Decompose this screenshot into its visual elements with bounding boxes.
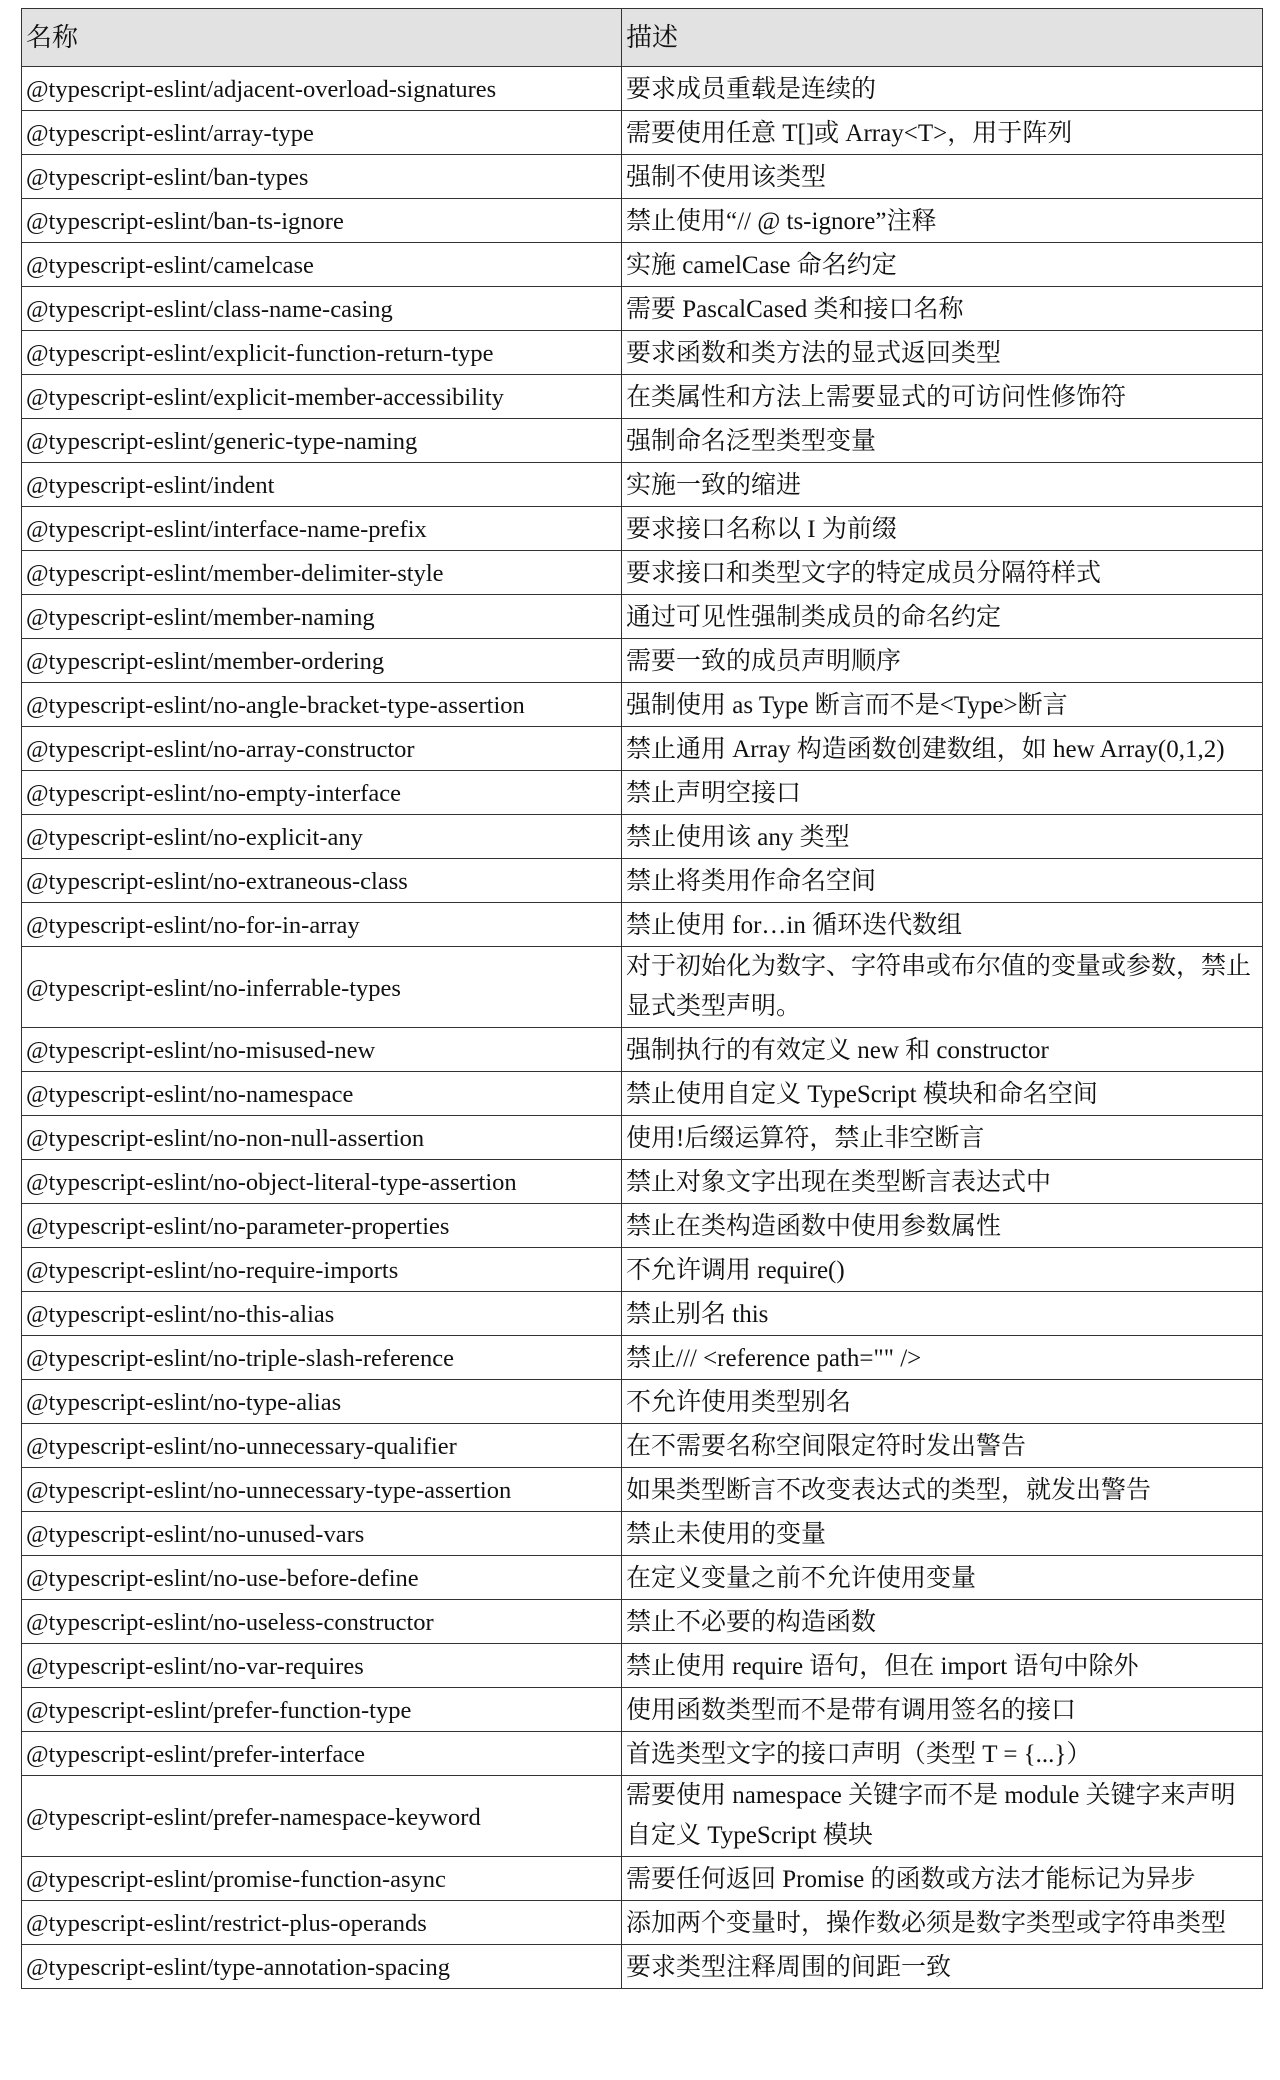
rule-description-cell: 需要一致的成员声明顺序 [622,639,1263,683]
rule-description-cell: 通过可见性强制类成员的命名约定 [622,595,1263,639]
rule-description-cell: 禁止使用 for…in 循环迭代数组 [622,903,1263,947]
rule-name-cell: @typescript-eslint/explicit-member-accessibility [22,375,622,419]
table-row [22,595,1263,639]
rule-description-cell: 禁止使用该 any 类型 [622,815,1263,859]
table-row [22,1600,1263,1644]
rule-name-cell: @typescript-eslint/no-use-before-define [22,1556,622,1600]
table-row [22,639,1263,683]
rule-description-cell: 禁止别名 this [622,1292,1263,1336]
rule-name-cell: @typescript-eslint/no-unused-vars [22,1512,622,1556]
table-row [22,771,1263,815]
rule-name-cell: @typescript-eslint/prefer-namespace-keyword [22,1776,622,1857]
table-row [22,1028,1263,1072]
rule-name-cell: @typescript-eslint/no-require-imports [22,1248,622,1292]
rule-description-cell: 不允许使用类型别名 [622,1380,1263,1424]
rule-description-cell: 使用!后缀运算符，禁止非空断言 [622,1116,1263,1160]
rule-name-cell: @typescript-eslint/prefer-interface [22,1732,622,1776]
rule-description-cell: 在定义变量之前不允许使用变量 [622,1556,1263,1600]
rule-description-cell: 实施 camelCase 命名约定 [622,243,1263,287]
rule-description-cell: 首选类型文字的接口声明（类型 T = {...}） [622,1732,1263,1776]
table-row [22,947,1263,1028]
table-row [22,1468,1263,1512]
rule-name-cell: @typescript-eslint/ban-types [22,155,622,199]
table-row [22,507,1263,551]
rule-name-cell: @typescript-eslint/member-naming [22,595,622,639]
rule-name-cell: @typescript-eslint/generic-type-naming [22,419,622,463]
table-row [22,1901,1263,1945]
rule-description-cell: 在不需要名称空间限定符时发出警告 [622,1424,1263,1468]
table-header [22,9,1263,67]
table-row [22,1248,1263,1292]
rule-description-cell: 需要 PascalCased 类和接口名称 [622,287,1263,331]
table-row [22,1072,1263,1116]
rule-name-cell: @typescript-eslint/no-angle-bracket-type-assertion [22,683,622,727]
rule-description-cell: 禁止在类构造函数中使用参数属性 [622,1204,1263,1248]
rule-description-cell: 禁止使用自定义 TypeScript 模块和命名空间 [622,1072,1263,1116]
table-row [22,1732,1263,1776]
rule-name-cell: @typescript-eslint/member-ordering [22,639,622,683]
rule-description-cell: 禁止不必要的构造函数 [622,1600,1263,1644]
table-row [22,1512,1263,1556]
rule-name-cell: @typescript-eslint/no-object-literal-type-assertion [22,1160,622,1204]
rule-name-cell: @typescript-eslint/adjacent-overload-signatures [22,67,622,111]
table-row [22,1776,1263,1857]
rule-name-cell: @typescript-eslint/explicit-function-return-type [22,331,622,375]
table-row [22,199,1263,243]
rule-name-cell: @typescript-eslint/no-misused-new [22,1028,622,1072]
rule-name-cell: @typescript-eslint/ban-ts-ignore [22,199,622,243]
rule-description-cell: 禁止对象文字出现在类型断言表达式中 [622,1160,1263,1204]
table-row [22,1644,1263,1688]
rule-name-cell: @typescript-eslint/no-unnecessary-type-assertion [22,1468,622,1512]
rule-description-cell: 要求接口名称以 I 为前缀 [622,507,1263,551]
rule-description-cell: 要求类型注释周围的间距一致 [622,1945,1263,1989]
rule-name-cell: @typescript-eslint/restrict-plus-operands [22,1901,622,1945]
table-row [22,727,1263,771]
table-row [22,1160,1263,1204]
rule-name-cell: @typescript-eslint/no-type-alias [22,1380,622,1424]
rule-description-cell: 强制命名泛型类型变量 [622,419,1263,463]
rule-name-cell: @typescript-eslint/type-annotation-spacing [22,1945,622,1989]
rule-description-cell: 在类属性和方法上需要显式的可访问性修饰符 [622,375,1263,419]
rule-name-cell: @typescript-eslint/no-explicit-any [22,815,622,859]
table-row [22,859,1263,903]
table-row [22,463,1263,507]
rule-description-cell: 需要使用 namespace 关键字而不是 module 关键字来声明自定义 TypeScript 模块 [622,1776,1263,1857]
rule-name-cell: @typescript-eslint/no-for-in-array [22,903,622,947]
rule-description-cell: 实施一致的缩进 [622,463,1263,507]
rule-description-cell: 需要任何返回 Promise 的函数或方法才能标记为异步 [622,1857,1263,1901]
rule-description-cell: 对于初始化为数字、字符串或布尔值的变量或参数，禁止显式类型声明。 [622,947,1263,1028]
rule-name-cell: @typescript-eslint/no-triple-slash-reference [22,1336,622,1380]
rule-name-cell: @typescript-eslint/no-this-alias [22,1292,622,1336]
rule-name-cell: @typescript-eslint/no-empty-interface [22,771,622,815]
rule-name-cell: @typescript-eslint/class-name-casing [22,287,622,331]
rule-name-cell: @typescript-eslint/interface-name-prefix [22,507,622,551]
table-row [22,1424,1263,1468]
rule-description-cell: 禁止/// <reference path="" /> [622,1336,1263,1380]
table-row [22,287,1263,331]
rule-description-cell: 如果类型断言不改变表达式的类型，就发出警告 [622,1468,1263,1512]
rule-name-cell: @typescript-eslint/no-unnecessary-qualifier [22,1424,622,1468]
table-row [22,1116,1263,1160]
rule-name-cell: @typescript-eslint/no-useless-constructor [22,1600,622,1644]
rule-description-cell: 禁止声明空接口 [622,771,1263,815]
rule-description-cell: 需要使用任意 T[]或 Array<T>，用于阵列 [622,111,1263,155]
rule-description-cell: 要求接口和类型文字的特定成员分隔符样式 [622,551,1263,595]
rule-name-cell: @typescript-eslint/array-type [22,111,622,155]
rule-description-cell: 禁止使用“// @ ts-ignore”注释 [622,199,1263,243]
table-row [22,683,1263,727]
rule-name-cell: @typescript-eslint/no-non-null-assertion [22,1116,622,1160]
rule-description-cell: 强制执行的有效定义 new 和 constructor [622,1028,1263,1072]
eslint-rules-table [21,8,1263,1989]
rule-name-cell: @typescript-eslint/no-inferrable-types [22,947,622,1028]
table-row [22,1292,1263,1336]
rule-description-cell: 禁止通用 Array 构造函数创建数组，如 hew Array(0,1,2) [622,727,1263,771]
rule-description-cell: 添加两个变量时，操作数必须是数字类型或字符串类型 [622,1901,1263,1945]
table-row [22,1688,1263,1732]
table-body [22,67,1263,1989]
table-row [22,67,1263,111]
rule-description-cell: 不允许调用 require() [622,1248,1263,1292]
table-row [22,1336,1263,1380]
table-row [22,1380,1263,1424]
table-row [22,551,1263,595]
rule-name-cell: @typescript-eslint/promise-function-async [22,1857,622,1901]
table-row [22,375,1263,419]
rule-description-cell: 禁止未使用的变量 [622,1512,1263,1556]
rule-name-cell: @typescript-eslint/prefer-function-type [22,1688,622,1732]
table-row [22,815,1263,859]
table-row [22,1857,1263,1901]
rule-description-cell: 要求函数和类方法的显式返回类型 [622,331,1263,375]
rule-name-cell: @typescript-eslint/member-delimiter-style [22,551,622,595]
rule-description-cell: 禁止使用 require 语句，但在 import 语句中除外 [622,1644,1263,1688]
column-header-name: 名称 [22,9,622,67]
rule-description-cell: 禁止将类用作命名空间 [622,859,1263,903]
column-header-description: 描述 [622,9,1263,67]
rule-name-cell: @typescript-eslint/no-var-requires [22,1644,622,1688]
rule-description-cell: 强制使用 as Type 断言而不是<Type>断言 [622,683,1263,727]
rule-description-cell: 要求成员重载是连续的 [622,67,1263,111]
table-row [22,155,1263,199]
rule-name-cell: @typescript-eslint/no-parameter-properties [22,1204,622,1248]
rule-name-cell: @typescript-eslint/no-extraneous-class [22,859,622,903]
table-row [22,419,1263,463]
table-row [22,1204,1263,1248]
rule-name-cell: @typescript-eslint/camelcase [22,243,622,287]
rule-description-cell: 使用函数类型而不是带有调用签名的接口 [622,1688,1263,1732]
table-row [22,243,1263,287]
table-row [22,111,1263,155]
rule-description-cell: 强制不使用该类型 [622,155,1263,199]
rules-table-container [21,8,1262,1989]
table-row [22,331,1263,375]
rule-name-cell: @typescript-eslint/no-namespace [22,1072,622,1116]
rule-name-cell: @typescript-eslint/no-array-constructor [22,727,622,771]
table-row [22,1945,1263,1989]
rule-name-cell: @typescript-eslint/indent [22,463,622,507]
table-row [22,903,1263,947]
table-row [22,1556,1263,1600]
header-row [22,9,1263,67]
